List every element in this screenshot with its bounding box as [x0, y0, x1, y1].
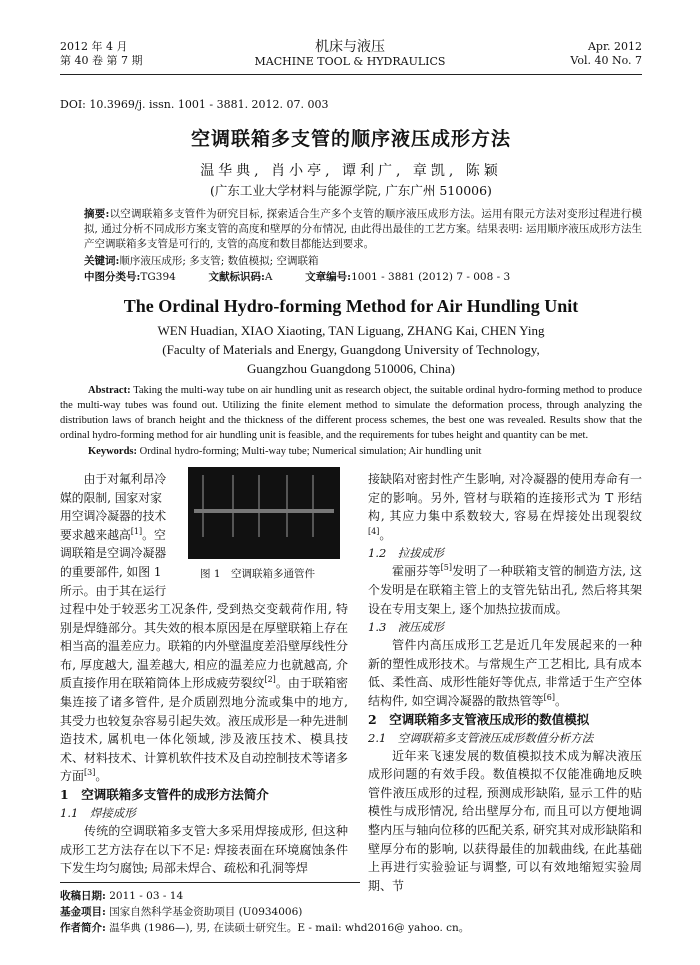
keywords-en: [60, 444, 642, 459]
citation-ref-6: [6]: [543, 692, 555, 702]
author-bio: 作者简介: 温华典 (1986—), 男, 在读硕士研究生。E - mail: whd2016@ yahoo. cn。: [60, 922, 470, 934]
hydro-paragraph: 管件内高压成形工艺是近几年发展起来的一种新的塑性成形技术。与常规生产工艺相比, 具有成本低、柔性高、成形性能好等优点, 非常适于生产空体结构件, 如空调冷凝器的散热管等[6]。: [368, 638, 642, 708]
section-1-3-heading: 1.3 液压成形: [368, 620, 444, 635]
intro-paragraph: 过程中处于较恶劣工况条件, 受到热交变载荷作用, 特别是焊缝部分。其失效的根本原因是在厚壁联箱上存在相当高的温差应力。联箱的内外壁温度差沿壁厚线性分布, 厚度越大, 温差越大, 相应的温差应力也就越高, 介质直接作用在联箱筒体上形成疲劳裂纹[2]。由于联箱密集连接了诸多管件, 是介质剧烈地分流或集中的地方, 其受力也较复杂容易引起失效。液压成形是一种先进制造技术, 属机电一体化领域, 涉及液压技术、模具技术、材料技术、计算机软件技术及自动控制技术等诸多方面[3]。: [60, 602, 349, 784]
article-no-label: 文章编号:: [305, 271, 352, 283]
clc-label: 中图分类号:: [84, 271, 141, 283]
tube-branch: [312, 475, 314, 537]
intro-line: 用空调冷凝器的技术: [60, 509, 167, 524]
abstract-zh-text: 以空调联箱多支管件为研究目标, 探索适合生产多个支管的顺序液压成形方法。运用有限元方法对变形过程进行模拟, 通过分析不同成形方案支管的高度和壁厚的分布情况, 由此得出最佳的工艺方案。结果表明: 运用顺序液压成形方法生产空调联箱多支管是可行的, 支管的高度和数目都能达到要求。: [84, 208, 642, 250]
header-rule: [60, 74, 642, 75]
section-1-1-heading: 1.1 焊接成形: [60, 805, 136, 820]
title-zh: 空调联箱多支管的顺序液压成形方法: [190, 128, 511, 150]
citation-ref-4: [4]: [368, 526, 380, 536]
keywords-zh: [84, 254, 642, 269]
right-column: [368, 470, 642, 895]
header-center: [230, 40, 470, 69]
figure-1-caption: 图 1 空调联箱多通管件: [200, 568, 316, 580]
tube-branch: [202, 475, 204, 537]
intro-line: 调联箱是空调冷凝器: [60, 546, 167, 561]
affiliation-en-1: (Faculty of Materials and Energy, Guangdong University of Technology,: [162, 342, 540, 357]
tube-branch: [286, 475, 288, 537]
intro-line-tail: 。空: [142, 527, 166, 542]
citation-ref-5: [5]: [440, 563, 452, 573]
header-date-zh: 2012 年 4 月: [60, 40, 128, 53]
weld-paragraph: 传统的空调联箱多支管大多采用焊接成形, 但这种成形工艺方法存在以下不足: 焊接表面在环境腐蚀条件下发生均匀腐蚀; 局部未焊合、疏松和孔洞等焊: [60, 823, 348, 876]
left-column: [60, 600, 348, 878]
citation-ref-3: [3]: [84, 768, 96, 778]
doc-code-value: A: [264, 271, 273, 283]
header-left: [60, 40, 142, 68]
english-meta: [60, 321, 642, 378]
intro-line: 要求越来越高: [60, 527, 131, 542]
title-en: The Ordinal Hydro-forming Method for Air Hundling Unit: [123, 296, 579, 316]
received-date: 收稿日期: 2011 - 03 - 14: [60, 890, 184, 902]
section-2-1-heading: 2.1 空调联箱多支管液压成形数值分析方法: [368, 730, 594, 745]
header-volume-en: Vol. 40 No. 7: [570, 54, 642, 67]
abstract-en: [60, 383, 642, 443]
intro-line: 的重要部件, 如图 1: [60, 564, 162, 579]
affiliation-en-2: Guangzhou Guangdong 510006, China): [247, 361, 455, 376]
abstract-en-text: Taking the multi-way tube on air hundling unit as research object, the suitable ordinal hydro-forming method to produce the multi-way tubes was found out. Utilizing the finite element method to simulate the deformation process, through analyzing the distribution laws of branch height and the thickness of the different process schemes, the best one was revealed. Results show that the ordinal hydro-forming method for air hundling unit is feasible, and the requirements for tubes height and quantity can be met.: [60, 385, 643, 441]
footnotes: [60, 888, 642, 936]
abstract-zh-label: 摘要:: [84, 208, 110, 220]
intro-wrap: [60, 470, 184, 600]
abstract-zh: [84, 207, 642, 252]
section-1-2-heading: 1.2 拉拔成形: [368, 546, 444, 561]
header-date-en: Apr. 2012: [587, 40, 642, 53]
header-volume-zh: 第 40 卷 第 7 期: [60, 54, 143, 67]
keywords-zh-text: 顺序液压成形; 多支管; 数值模拟; 空调联箱: [119, 255, 319, 267]
citation-ref-2: [2]: [264, 675, 276, 685]
authors-en: WEN Huadian, XIAO Xiaoting, TAN Liguang, ZHANG Kai, CHEN Ying: [157, 323, 545, 338]
tube-branch: [258, 475, 260, 537]
citation-ref-1: [1]: [130, 526, 143, 536]
intro-line: 所示。由于其在运行: [60, 583, 167, 598]
affiliation-zh: (广东工业大学材料与能源学院, 广东广州 510006): [210, 183, 492, 198]
main-tube: [194, 509, 334, 513]
doi: DOI: 10.3969/j. issn. 1001 - 3881. 2012. 07. 003: [60, 98, 329, 111]
classification-line: [84, 270, 642, 285]
authors-zh: 温华典, 肖小亭, 谭利广, 章凯, 陈颖: [200, 163, 502, 179]
doc-code-label: 文献标识码:: [208, 271, 265, 283]
header-right: [570, 40, 642, 68]
figure-1-image: [188, 467, 340, 559]
weld-paragraph-cont: 接缺陷对密封性产生影响, 对冷凝器的使用寿命有一定的影响。另外, 管材与联箱的连接形式为 T 形结构, 其应力集中系数较大, 容易在焊接处出现裂纹[4]。: [368, 472, 642, 542]
abstract-en-label: Abstract:: [88, 385, 131, 396]
article-no-value: 1001 - 3881 (2012) 7 - 008 - 3: [351, 271, 511, 283]
footnote-rule: [60, 882, 360, 883]
keywords-en-text: Ordinal hydro-forming; Multi-way tube; Numerical simulation; Air hundling unit: [139, 446, 482, 457]
journal-title-zh: 机床与液压: [315, 39, 385, 55]
section-2-heading: 2 空调联箱多支管液压成形的数值模拟: [368, 711, 590, 727]
keywords-zh-label: 关键词:: [84, 255, 120, 267]
numerical-paragraph: 近年来飞速发展的数值模拟技术成为解决液压成形问题的有效手段。数值模拟不仅能准确地反映管件液压成形的过程, 预测成形缺陷, 显示工件的贴模性与成形情况, 给出壁厚分布, 而且可以方便地调整内压与轴向位移的匹配关系, 研究其对成形缺陷和壁厚分布的影响, 以获得最佳的加载曲线, 在此基础上再进行实验验证与调整, 可以有效地缩短实验周期、节: [368, 748, 642, 893]
clc-value: TG394: [140, 271, 176, 283]
fund-info: 基金项目: 国家自然科学基金资助项目 (U0934006): [60, 906, 303, 918]
draw-paragraph: 霍丽芬等[5]发明了一种联箱支管的制造方法, 这个发明是在联箱主管上的支管先钻出孔, 然后将其架设在专用支架上, 逐个加热拉拔而成。: [368, 563, 642, 616]
intro-line: 媒的限制, 国家对家: [60, 490, 162, 505]
keywords-en-label: Keywords:: [88, 446, 137, 457]
journal-title-en: MACHINE TOOL & HYDRAULICS: [254, 55, 446, 68]
intro-line: 由于对氟利昂冷: [83, 472, 167, 486]
section-1-heading: 1 空调联箱多支管件的成形方法简介: [60, 786, 269, 802]
tube-branch: [232, 475, 234, 537]
